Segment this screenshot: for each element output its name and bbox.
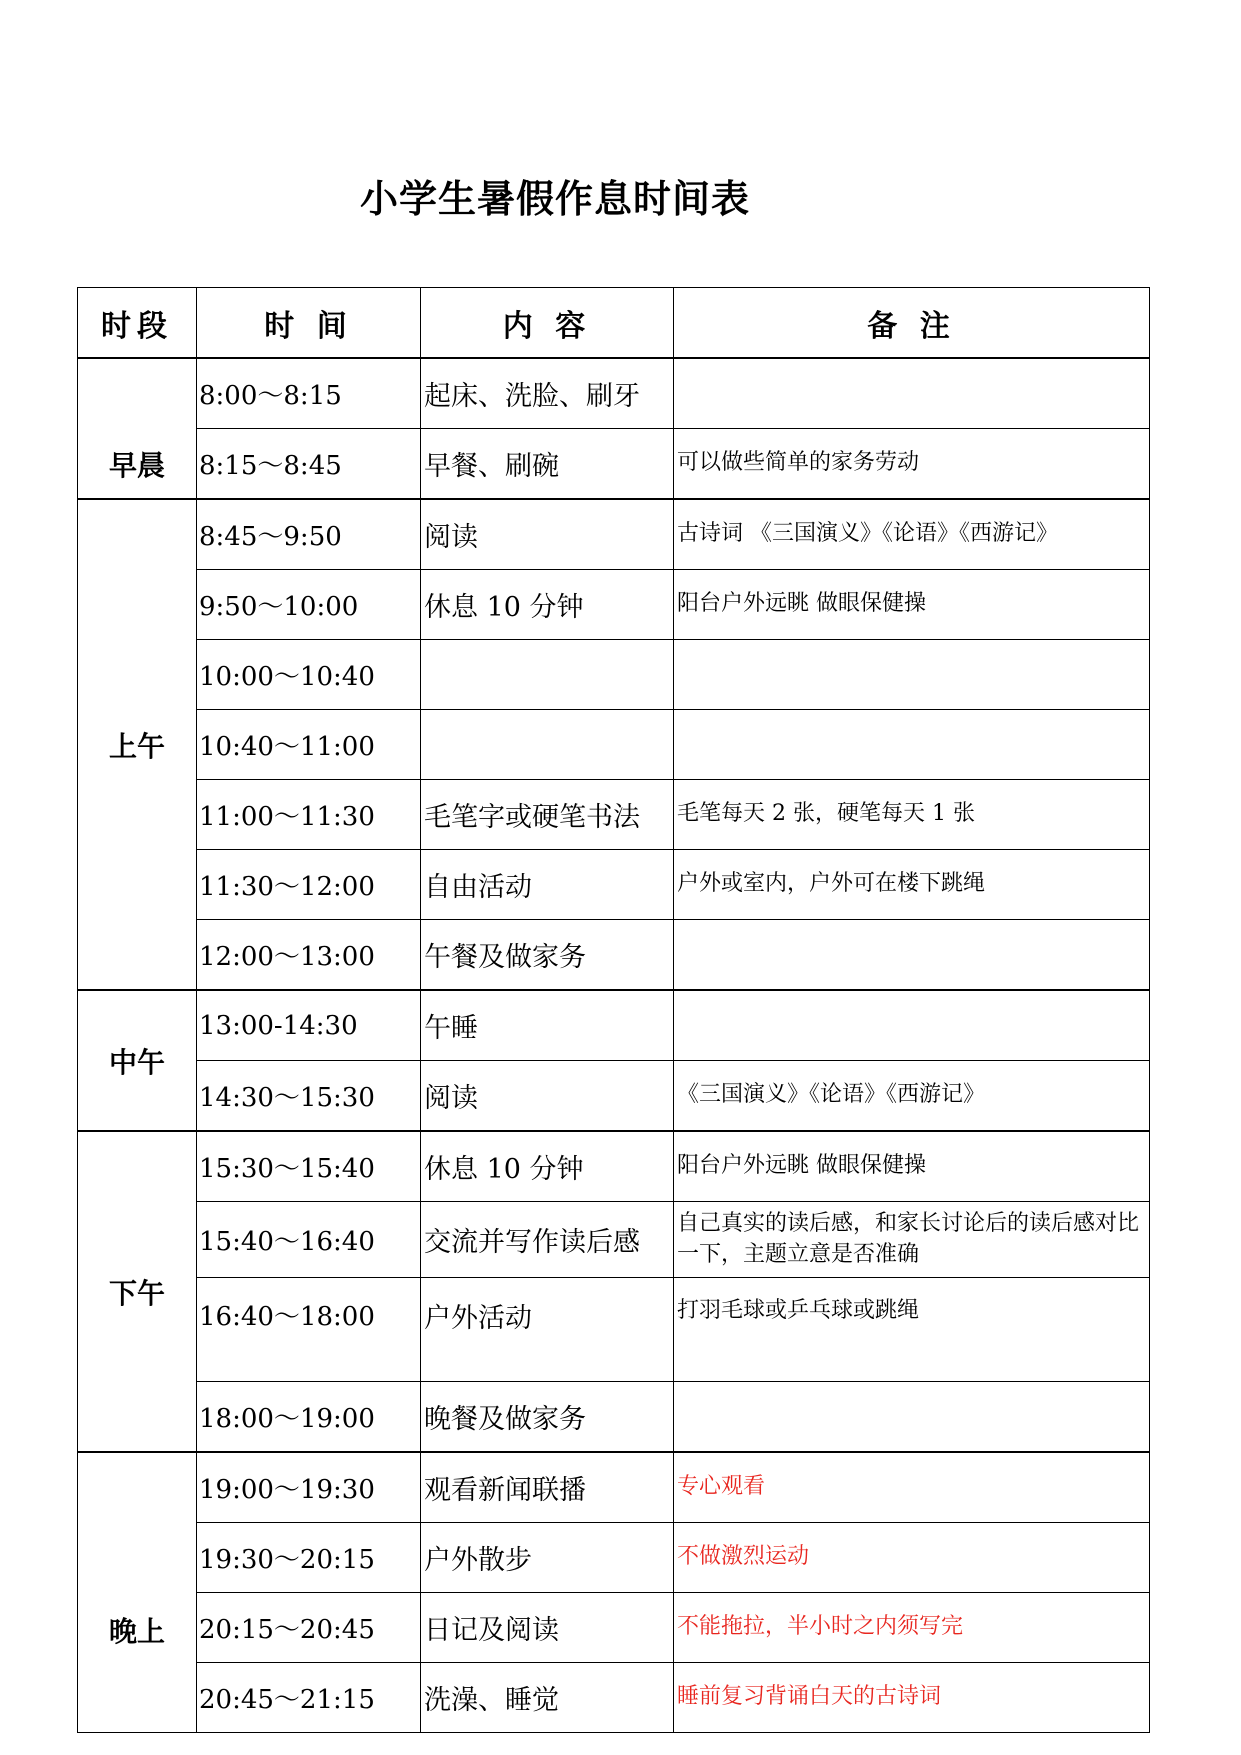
time-cell: 15:40～16:40 xyxy=(197,1202,421,1278)
content-cell: 早餐、刷碗 xyxy=(421,429,674,500)
table-row xyxy=(78,1202,1150,1278)
note-cell: 不能拖拉，半小时之内须写完 xyxy=(674,1593,1150,1663)
period-cell: 早晨 xyxy=(78,358,197,499)
table-row xyxy=(78,780,1150,850)
period-cell: 晚上 xyxy=(78,1452,197,1733)
header-period: 时段 xyxy=(78,288,197,359)
content-cell: 洗澡、睡觉 xyxy=(421,1663,674,1733)
note-cell: 户外或室内，户外可在楼下跳绳 xyxy=(674,850,1150,920)
content-cell: 休息 10 分钟 xyxy=(421,570,674,640)
table-row xyxy=(78,920,1150,991)
table-row xyxy=(78,710,1150,780)
content-cell: 午睡 xyxy=(421,990,674,1061)
content-cell: 观看新闻联播 xyxy=(421,1452,674,1523)
time-cell: 12:00～13:00 xyxy=(197,920,421,991)
time-cell: 11:30～12:00 xyxy=(197,850,421,920)
table-row xyxy=(78,1663,1150,1733)
content-cell xyxy=(421,640,674,710)
content-cell: 午餐及做家务 xyxy=(421,920,674,991)
table-row xyxy=(78,358,1150,429)
note-cell: 阳台户外远眺 做眼保健操 xyxy=(674,570,1150,640)
note-cell xyxy=(674,710,1150,780)
table-row xyxy=(78,1523,1150,1593)
content-cell: 阅读 xyxy=(421,499,674,570)
content-cell xyxy=(421,710,674,780)
table-row xyxy=(78,429,1150,500)
time-cell: 20:15～20:45 xyxy=(197,1593,421,1663)
time-cell: 19:00～19:30 xyxy=(197,1452,421,1523)
time-cell: 8:45～9:50 xyxy=(197,499,421,570)
header-row xyxy=(78,288,1150,359)
time-cell: 10:00～10:40 xyxy=(197,640,421,710)
time-cell: 19:30～20:15 xyxy=(197,1523,421,1593)
page-title: 小学生暑假作息时间表 xyxy=(360,177,751,221)
note-cell: 不做激烈运动 xyxy=(674,1523,1150,1593)
table-row xyxy=(78,1593,1150,1663)
content-cell: 毛笔字或硬笔书法 xyxy=(421,780,674,850)
note-cell: 阳台户外远眺 做眼保健操 xyxy=(674,1131,1150,1202)
period-cell: 下午 xyxy=(78,1131,197,1452)
table-row xyxy=(78,1061,1150,1132)
header-content: 内 容 xyxy=(421,288,674,359)
header-note: 备 注 xyxy=(674,288,1150,359)
note-cell xyxy=(674,920,1150,991)
content-cell: 交流并写作读后感 xyxy=(421,1202,674,1278)
header-time: 时 间 xyxy=(197,288,421,359)
content-cell: 起床、洗脸、刷牙 xyxy=(421,358,674,429)
content-cell: 自由活动 xyxy=(421,850,674,920)
schedule-body xyxy=(78,358,1150,1733)
content-cell: 晚餐及做家务 xyxy=(421,1382,674,1453)
time-cell: 20:45～21:15 xyxy=(197,1663,421,1733)
note-cell: 毛笔每天 2 张，硬笔每天 1 张 xyxy=(674,780,1150,850)
content-cell: 户外散步 xyxy=(421,1523,674,1593)
note-cell xyxy=(674,358,1150,429)
time-cell: 14:30～15:30 xyxy=(197,1061,421,1132)
content-cell: 户外活动 xyxy=(421,1278,674,1382)
time-cell: 8:15～8:45 xyxy=(197,429,421,500)
table-row xyxy=(78,990,1150,1061)
schedule-table xyxy=(77,287,1150,1733)
content-cell: 日记及阅读 xyxy=(421,1593,674,1663)
note-cell xyxy=(674,640,1150,710)
time-cell: 11:00～11:30 xyxy=(197,780,421,850)
time-cell: 18:00～19:00 xyxy=(197,1382,421,1453)
time-cell: 10:40～11:00 xyxy=(197,710,421,780)
note-cell: 《三国演义》《论语》《西游记》 xyxy=(674,1061,1150,1132)
period-cell: 中午 xyxy=(78,990,197,1131)
period-cell: 上午 xyxy=(78,499,197,990)
note-cell: 古诗词 《三国演义》《论语》《西游记》 xyxy=(674,499,1150,570)
note-cell: 可以做些简单的家务劳动 xyxy=(674,429,1150,500)
time-cell: 8:00～8:15 xyxy=(197,358,421,429)
table-row xyxy=(78,1382,1150,1453)
time-cell: 9:50～10:00 xyxy=(197,570,421,640)
table-row xyxy=(78,1131,1150,1202)
table-row xyxy=(78,1452,1150,1523)
note-cell: 自己真实的读后感，和家长讨论后的读后感对比一下，主题立意是否准确 xyxy=(674,1202,1150,1278)
table-row xyxy=(78,640,1150,710)
table-row xyxy=(78,499,1150,570)
note-cell: 专心观看 xyxy=(674,1452,1150,1523)
note-cell: 睡前复习背诵白天的古诗词 xyxy=(674,1663,1150,1733)
time-cell: 16:40～18:00 xyxy=(197,1278,421,1382)
table-row xyxy=(78,570,1150,640)
content-cell: 阅读 xyxy=(421,1061,674,1132)
time-cell: 13:00-14:30 xyxy=(197,990,421,1061)
note-cell: 打羽毛球或乒乓球或跳绳 xyxy=(674,1278,1150,1382)
note-cell xyxy=(674,990,1150,1061)
note-cell xyxy=(674,1382,1150,1453)
time-cell: 15:30～15:40 xyxy=(197,1131,421,1202)
content-cell: 休息 10 分钟 xyxy=(421,1131,674,1202)
table-row xyxy=(78,850,1150,920)
table-row xyxy=(78,1278,1150,1382)
